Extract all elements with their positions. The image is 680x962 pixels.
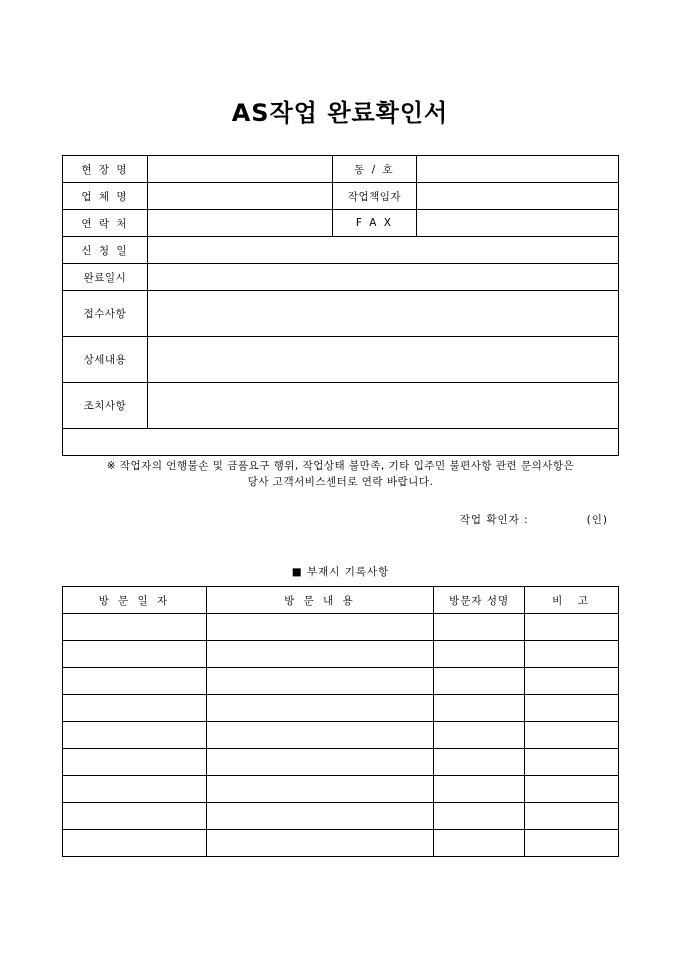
request-date-label: 신 청 일: [63, 237, 148, 264]
action-label: 조치사항: [63, 383, 148, 429]
complete-date-row: [63, 264, 619, 291]
remarks-cell[interactable]: [525, 776, 619, 803]
visit-date-cell[interactable]: [63, 803, 207, 830]
confirmer-line: [460, 512, 608, 527]
visitor-name-cell[interactable]: [434, 641, 525, 668]
document-title: AS작업 완료확인서: [231, 99, 449, 127]
complete-date-field[interactable]: [147, 264, 618, 291]
company-label: 업 체 명: [63, 183, 148, 210]
manager-label: 작업책임자: [332, 183, 417, 210]
visit-content-header: 방 문 내 용: [206, 587, 434, 614]
remarks-cell[interactable]: [525, 722, 619, 749]
visitor-name-cell[interactable]: [434, 776, 525, 803]
visit-table-body: [63, 614, 619, 857]
unit-field[interactable]: [417, 156, 619, 183]
request-date-row: [63, 237, 619, 264]
table-row: [63, 641, 619, 668]
visitor-name-cell[interactable]: [434, 749, 525, 776]
visit-date-header: 방 문 일 자: [63, 587, 207, 614]
notice-cell: [63, 429, 619, 578]
table-row: [63, 776, 619, 803]
visit-date-cell[interactable]: [63, 668, 207, 695]
visitor-name-cell[interactable]: [434, 830, 525, 857]
remarks-header: 비 고: [525, 587, 619, 614]
contact-label: 연 락 처: [63, 210, 148, 237]
table-row: [63, 830, 619, 857]
remarks-cell[interactable]: [525, 749, 619, 776]
visit-content-cell[interactable]: [206, 614, 434, 641]
visit-content-cell[interactable]: [206, 695, 434, 722]
details-row: [63, 337, 619, 383]
remarks-cell[interactable]: [525, 695, 619, 722]
visitor-name-header: 방문자 성명: [434, 587, 525, 614]
unit-label: 동 / 호: [332, 156, 417, 183]
visit-date-cell[interactable]: [63, 614, 207, 641]
contact-row: [63, 210, 619, 237]
visit-header-row: [63, 587, 619, 614]
work-info-form: [62, 155, 619, 578]
notice-row: [63, 429, 619, 456]
visit-date-cell[interactable]: [63, 695, 207, 722]
visit-date-cell[interactable]: [63, 722, 207, 749]
site-row: [63, 156, 619, 183]
visit-content-cell[interactable]: [206, 722, 434, 749]
receipt-row: [63, 291, 619, 337]
visit-content-cell[interactable]: [206, 803, 434, 830]
company-row: [63, 183, 619, 210]
visitor-name-cell[interactable]: [434, 803, 525, 830]
visit-date-cell[interactable]: [63, 776, 207, 803]
table-row: [63, 695, 619, 722]
fax-label: F A X: [332, 210, 417, 237]
visit-date-cell[interactable]: [63, 641, 207, 668]
table-row: [63, 749, 619, 776]
table-row: [63, 722, 619, 749]
site-field[interactable]: [147, 156, 332, 183]
action-row: [63, 383, 619, 429]
notice-line-2: 당사 고객서비스센터로 연락 바랍니다.: [247, 476, 434, 488]
receipt-label: 접수사항: [63, 291, 148, 337]
notice-text: [63, 458, 618, 490]
remarks-cell[interactable]: [525, 803, 619, 830]
details-label: 상세내용: [63, 337, 148, 383]
remarks-cell[interactable]: [525, 614, 619, 641]
remarks-cell[interactable]: [525, 641, 619, 668]
complete-date-label: 완료일시: [63, 264, 148, 291]
confirmer-label: 작업 확인자 :: [459, 514, 529, 526]
company-field[interactable]: [147, 183, 332, 210]
notice-line-1: ※ 작업자의 언행불손 및 금품요구 행위, 작업상태 불만족, 기타 입주민 불편사항 관련 문의사항은: [106, 460, 575, 472]
visit-content-cell[interactable]: [206, 749, 434, 776]
visit-content-cell[interactable]: [206, 641, 434, 668]
contact-field[interactable]: [147, 210, 332, 237]
table-row: [63, 668, 619, 695]
visitor-name-cell[interactable]: [434, 722, 525, 749]
table-row: [63, 803, 619, 830]
receipt-field[interactable]: [147, 291, 618, 337]
visit-content-cell[interactable]: [206, 668, 434, 695]
visitor-name-cell[interactable]: [434, 695, 525, 722]
request-date-field[interactable]: [147, 237, 618, 264]
visit-content-cell[interactable]: [206, 830, 434, 857]
visitor-name-cell[interactable]: [434, 614, 525, 641]
remarks-cell[interactable]: [525, 830, 619, 857]
site-label: 현 장 명: [63, 156, 148, 183]
manager-field[interactable]: [417, 183, 619, 210]
visit-content-cell[interactable]: [206, 776, 434, 803]
table-row: [63, 614, 619, 641]
visit-date-cell[interactable]: [63, 749, 207, 776]
fax-field[interactable]: [417, 210, 619, 237]
details-field[interactable]: [147, 337, 618, 383]
action-field[interactable]: [147, 383, 618, 429]
remarks-cell[interactable]: [525, 668, 619, 695]
seal-label: (인): [586, 514, 608, 526]
absent-record-title: ■ 부재시 기록사항: [291, 566, 390, 578]
visit-record-table: [62, 586, 619, 857]
visitor-name-cell[interactable]: [434, 668, 525, 695]
visit-date-cell[interactable]: [63, 830, 207, 857]
